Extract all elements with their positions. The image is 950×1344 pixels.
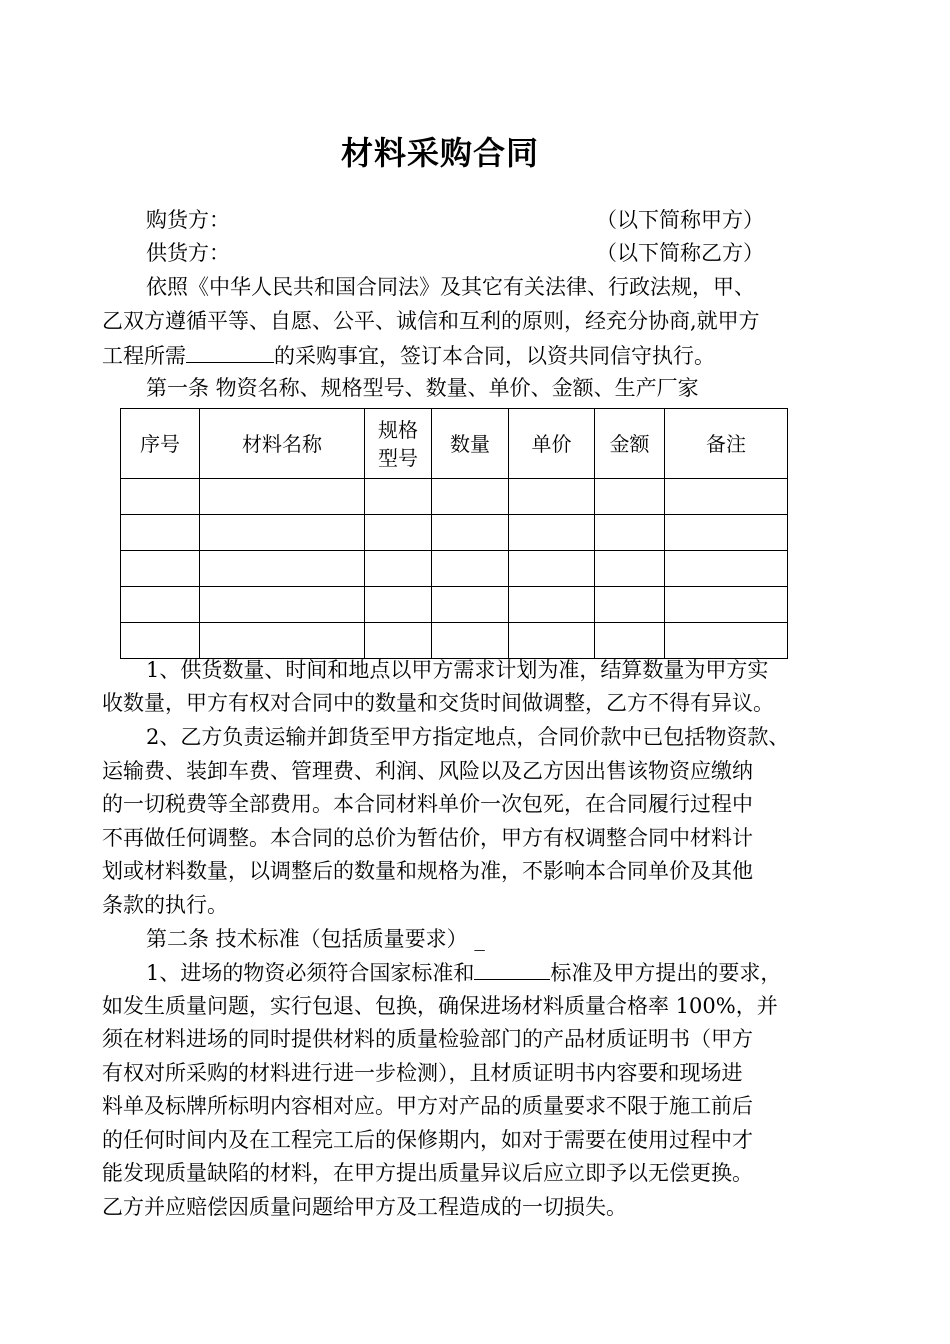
table-cell <box>121 479 200 515</box>
buyer-note: （以下简称甲方） <box>596 208 764 232</box>
table-cell <box>665 623 788 659</box>
buyer-label: 购货方： <box>146 208 230 232</box>
table-row <box>121 551 788 587</box>
table-cell <box>595 551 665 587</box>
table-row <box>121 479 788 515</box>
table-cell <box>365 587 432 623</box>
table-cell <box>595 515 665 551</box>
table-cell <box>509 515 595 551</box>
table-cell <box>365 479 432 515</box>
clause-3-line-1 <box>146 959 781 986</box>
table-cell <box>365 551 432 587</box>
table-cell <box>365 623 432 659</box>
header-material-name: 材料名称 <box>200 409 365 479</box>
table-cell <box>432 623 509 659</box>
clause-3-line-8: 乙方并应赔偿因质量问题给甲方及工程造成的一切损失。 <box>102 1195 627 1219</box>
table-cell <box>200 551 365 587</box>
table-cell <box>365 515 432 551</box>
table-header-row <box>121 409 788 479</box>
table-cell <box>432 479 509 515</box>
table-cell <box>432 551 509 587</box>
table-cell <box>509 479 595 515</box>
intro-line-1: 依照《中华人民共和国合同法》及其它有关法律、行政法规，甲、 <box>146 275 755 299</box>
clause-1-line-2: 收数量，甲方有权对合同中的数量和交货时间做调整，乙方不得有异议。 <box>102 691 774 715</box>
table-cell <box>665 587 788 623</box>
clause-2-line-3: 的一切税费等全部费用。本合同材料单价一次包死，在合同履行过程中 <box>102 792 753 816</box>
header-serial-no: 序号 <box>121 409 200 479</box>
header-spec-model: 规格 型号 <box>365 409 432 479</box>
clause-2-line-6: 条款的执行。 <box>102 893 228 917</box>
table-cell <box>121 587 200 623</box>
header-amount: 金额 <box>595 409 665 479</box>
table-cell <box>200 479 365 515</box>
table-cell <box>509 587 595 623</box>
clause-2-line-1: 2、乙方负责运输并卸货至甲方指定地点，合同价款中已包括物资款、 <box>146 725 790 749</box>
intro-line-3 <box>102 342 715 369</box>
intro-line-3-before: 工程所需 <box>102 344 186 368</box>
header-remarks: 备注 <box>665 409 788 479</box>
clause-3-line-6: 的任何时间内及在工程完工后的保修期内，如对于需要在使用过程中才 <box>102 1128 753 1152</box>
table-cell <box>432 587 509 623</box>
article-1-heading: 第一条 物资名称、规格型号、数量、单价、金额、生产厂家 <box>146 376 699 400</box>
clause-3-line-5: 料单及标牌所标明内容相对应。甲方对产品的质量要求不限于施工前后 <box>102 1094 753 1118</box>
table-cell <box>200 587 365 623</box>
document-title: 材料采购合同 <box>340 134 539 172</box>
table-row <box>121 515 788 551</box>
project-name-blank <box>186 342 274 363</box>
clause-3-line-3: 须在材料进场的同时提供材料的质量检验部门的产品材质证明书（甲方 <box>102 1027 753 1051</box>
clause-2-line-5: 划或材料数量，以调整后的数量和规格为准，不影响本合同单价及其他 <box>102 859 753 883</box>
clause-3-line-1-after: 标准及甲方提出的要求， <box>550 961 782 985</box>
table-cell <box>432 515 509 551</box>
clause-3-line-2: 如发生质量问题，实行包退、包换，确保进场材料质量合格率 100%，并 <box>102 994 778 1018</box>
table-cell <box>595 623 665 659</box>
table-cell <box>121 551 200 587</box>
table-cell <box>200 515 365 551</box>
table-cell <box>121 623 200 659</box>
clause-3-line-4: 有权对所采购的材料进行进一步检测），且材质证明书内容要和现场进 <box>102 1061 743 1085</box>
table-cell <box>665 515 788 551</box>
clause-3-line-7: 能发现质量缺陷的材料，在甲方提出质量异议后应立即予以无偿更换。 <box>102 1161 753 1185</box>
table-cell <box>509 623 595 659</box>
header-quantity: 数量 <box>432 409 509 479</box>
materials-table <box>120 408 788 659</box>
table-row <box>121 623 788 659</box>
table-row <box>121 587 788 623</box>
intro-line-3-after: 的采购事宜，签订本合同，以资共同信守执行。 <box>274 344 715 368</box>
table-cell <box>665 479 788 515</box>
standard-blank <box>474 959 550 980</box>
table-cell <box>509 551 595 587</box>
table-cell <box>665 551 788 587</box>
seller-note: （以下简称乙方） <box>596 241 764 265</box>
table-cell <box>200 623 365 659</box>
table-cell <box>595 587 665 623</box>
clause-2-line-4: 不再做任何调整。本合同的总价为暂估价，甲方有权调整合同中材料计 <box>102 826 753 850</box>
article-2-heading: 第二条 技术标准（包括质量要求） _ <box>146 927 485 951</box>
table-cell <box>595 479 665 515</box>
clause-1-line-1: 1、供货数量、时间和地点以甲方需求计划为准，结算数量为甲方实 <box>146 658 769 682</box>
clause-3-line-1-before: 1、进场的物资必须符合国家标准和 <box>146 961 475 985</box>
intro-line-2: 乙双方遵循平等、自愿、公平、诚信和互利的原则，经充分协商,就甲方 <box>102 309 760 333</box>
header-unit-price: 单价 <box>509 409 595 479</box>
table-cell <box>121 515 200 551</box>
clause-2-line-2: 运输费、装卸车费、管理费、利润、风险以及乙方因出售该物资应缴纳 <box>102 759 753 783</box>
seller-label: 供货方： <box>146 241 230 265</box>
